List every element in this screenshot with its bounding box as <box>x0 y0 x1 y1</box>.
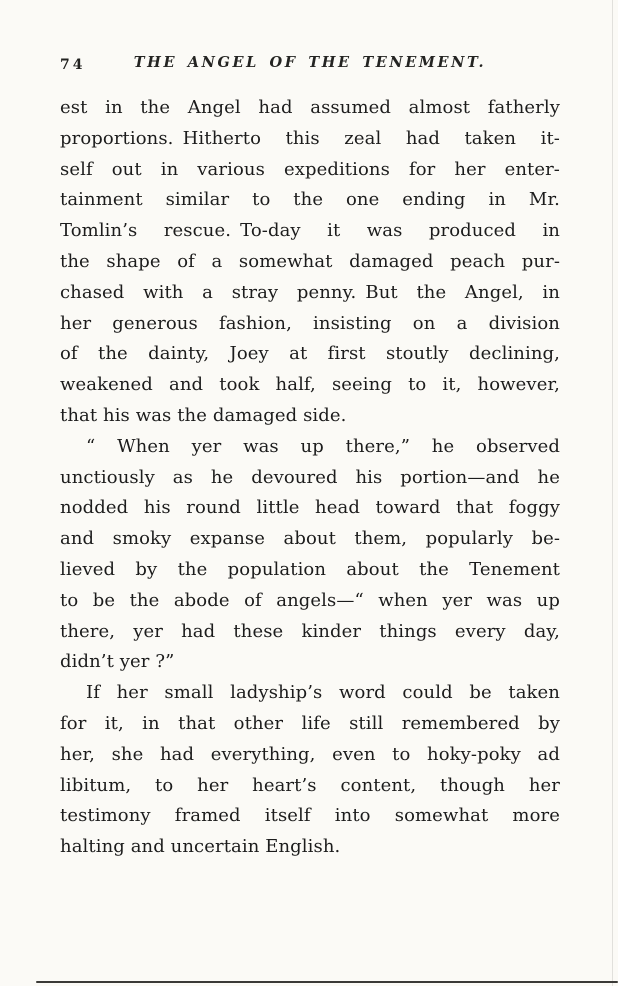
paragraph <box>60 678 560 863</box>
scan-edge-right <box>612 0 613 986</box>
text-line: to be the abode of angels—“ when yer was up <box>60 589 560 611</box>
text-line: chased with a stray penny. But the Angel, in <box>60 281 560 303</box>
text-line: libitum, to her heart’s content, though her <box>60 774 560 796</box>
text-line: for it, in that other life still remembered by <box>60 712 560 734</box>
text-line: didn’t yer ?” <box>60 651 175 673</box>
page-body <box>60 93 560 863</box>
text-line: the shape of a somewhat damaged peach pur- <box>60 250 560 272</box>
text-line: her generous fashion, insisting on a division <box>60 312 560 334</box>
text-line: there, yer had these kinder things every day, <box>60 620 560 642</box>
running-title: THE ANGEL OF THE TENEMENT. <box>133 54 487 71</box>
text-line: “ When yer was up there,” he observed <box>86 435 560 457</box>
page-header <box>60 54 560 78</box>
text-line: halting and uncertain English. <box>60 836 341 858</box>
paragraph <box>60 432 560 678</box>
scan-edge-bottom <box>36 981 618 983</box>
text-line: testimony framed itself into somewhat more <box>60 805 560 827</box>
text-line: self out in various expeditions for her enter- <box>60 158 560 180</box>
text-line: of the dainty, Joey at first stoutly declining, <box>60 343 560 365</box>
text-line: proportions. Hitherto this zeal had taken it- <box>60 127 560 149</box>
text-line: tainment similar to the one ending in Mr. <box>60 189 560 211</box>
text-line: unctiously as he devoured his portion—and he <box>60 466 560 488</box>
text-line: that his was the damaged side. <box>60 404 347 426</box>
text-line: Tomlin’s rescue. To-day it was produced in <box>60 220 560 242</box>
paragraph <box>60 93 560 432</box>
text-line: If her small ladyship’s word could be taken <box>86 682 560 704</box>
text-line: nodded his round little head toward that foggy <box>60 497 560 519</box>
text-line: est in the Angel had assumed almost fatherly <box>60 97 560 118</box>
text-line: lieved by the population about the Tenement <box>60 558 560 580</box>
text-line: and smoky expanse about them, popularly be- <box>60 528 560 550</box>
text-line: weakened and took half, seeing to it, however, <box>60 374 560 396</box>
text-line: her, she had everything, even to hoky-poky ad <box>60 743 560 765</box>
page-number: 74 <box>60 57 86 73</box>
